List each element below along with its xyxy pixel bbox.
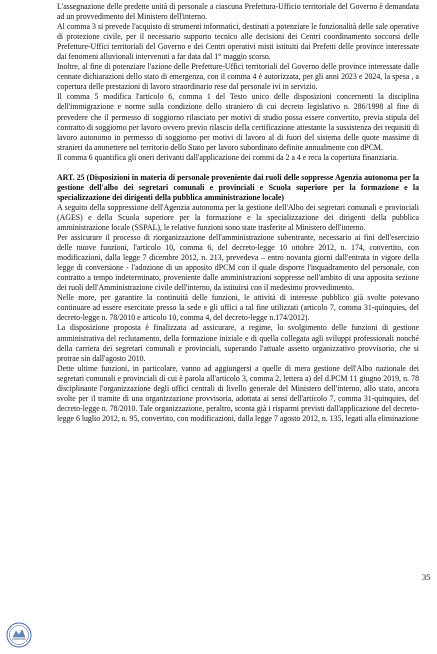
paragraph: Il comma 6 quantifica gli oneri derivanti dall'applicazione dei commi da 2 a 4 e reca la copertura finanziaria.	[57, 152, 398, 162]
paragraph: Nelle more, per garantire la continuità delle funzioni, le attività di interesse pubblico già svolte potevano continuare ad essere esercitate presso la sede e gli uffici a tal fine utilizzati (articolo 7, comma 31-quinquies, del decreto-legge n. 78/2010 e articolo 10, comma 4, del decreto-legge n.174/2012).	[57, 293, 419, 323]
paragraph: Per assicurare il processo di riorganizzazione dell'amministrazione subentrante, necessario ai fini dell'esercizio delle nuove funzioni, l'articolo 10, comma 6, del decreto-legge 10 ottobre 2012, n. 174, convertito, con modificazioni, dalla legge 7 dicembre 2012, n. 213, prevedeva – entro novanta giorni dall'entrata in vigore della legge di conversione - l'adozione di un apposito dPCM con il quale disporre l'inquadramento del personale, con contratto a tempo indeterminato, proveniente dalle amministrazioni soppresse nell'ambito di una apposita sezione dei ruoli dell'Amministrazione civile dell'interno, da istituirsi con il medesimo provvedimento.	[57, 233, 419, 293]
paragraph: Dette ultime funzioni, in particolare, vanno ad aggiungersi a quelle di mera gestione dell'Albo nazionale dei segretari comunali e provinciali di cui è parola all'articolo 3, comma 2, lettera a) del d.PCM 11 giugno 2019, n. 78 disciplinante l'organizzazione degli uffici centrali di livello generale del Ministero dell'interno, allo stato, ancora svolte per il tramite di una organizzazione provvisoria, adottata ai sensi dell'articolo 7, comma 31-quinquies, del decreto-legge n. 78/2010. Tale organizzazione, peraltro, sconta già i risparmi previsti dall'applicazione del decreto-legge 6 luglio 2012, n. 95, convertito, con modificazioni, dalla legge 7 agosto 2012, n. 135, legati alla eliminazione	[57, 363, 419, 423]
paragraph: A seguito della soppressione dell'Agenzia autonoma per la gestione dell'Albo dei segretari comunali e provinciali (AGES) e della Scuola superiore per la formazione e la specializzazione dei dirigenti della pubblica amministrazione locale (SSPAL), le relative funzioni sono state trasferite al Ministero dell'interno.	[57, 202, 419, 232]
paragraph: Al comma 3 si prevede l'acquisto di strumenti informatici, destinati a potenziare le funzionalità delle sale operative di protezione civile, per il necessario supporto tecnico alle decisioni dei Centri coordinamento soccorsi delle Prefetture-Uffici territoriali del Governo e dei Centri operativi misti istituiti dai Prefetti delle province interessate dai fenomeni alluvionali intervenuti a far data dal 1° maggio scorso.	[57, 22, 419, 62]
spacer	[57, 163, 419, 173]
page-number: 35	[422, 572, 431, 582]
article-title: ART. 25 (Disposizioni in materia di personale proveniente dai ruoli delle soppresse Agenzia autonoma per la gestione dell'albo dei segretari comunali e provinciali e Scuola superiore per la formazione e la specializzazione dei dirigenti della pubblica amministrazione locale)	[57, 172, 419, 202]
document-body	[57, 2, 419, 424]
paragraph: Il comma 5 modifica l'articolo 6, comma 1 del Testo unico delle disposizioni concernenti la disciplina dell'immigrazione e norme sulla condizione dello straniero di cui decreto legislativo n. 286/1998 al fine di prevedere che il permesso di soggiorno rilasciato per motivi di studio possa essere convertito, previa stipula del contratto di soggiorno per lavoro ovvero previo rilascio della certificazione attestante la sussistenza dei requisiti di lavoro autonomo in permesso di soggiorno per motivi di lavoro al di fuori del sistema delle quote massime di stranieri da ammettere nel territorio dello Stato per lavoro subordinato definite annualmente con dPCM.	[57, 92, 419, 152]
paragraph: La disposizione proposta è finalizzata ad assicurare, a regime, lo svolgimento delle funzioni di gestione amministrativa del reclutamento, della formazione iniziale e di quella collegata agli sviluppi professionali nonché della carriera dei segretari comunali e provinciali, superando l'attuale assetto organizzativo provvisorio, che si protrae sin dall'agosto 2010.	[57, 323, 419, 363]
paragraph: L'assegnazione delle predette unità di personale a ciascuna Prefettura-Ufficio territoriale del Governo è demandata ad un provvedimento del Ministero dell'interno.	[57, 2, 419, 22]
institution-seal-icon	[6, 622, 32, 648]
paragraph: Inoltre, al fine di potenziare l'azione delle Prefetture-Uffici territoriali del Governo delle province interessate dalle cennate dichiarazioni dello stato di emergenza, con il comma 4 è autorizzata, per gli anni 2023 e 2024, la spesa , a copertura delle prestazioni di lavoro straordinario rese dal personale ivi in servizio.	[57, 62, 419, 92]
